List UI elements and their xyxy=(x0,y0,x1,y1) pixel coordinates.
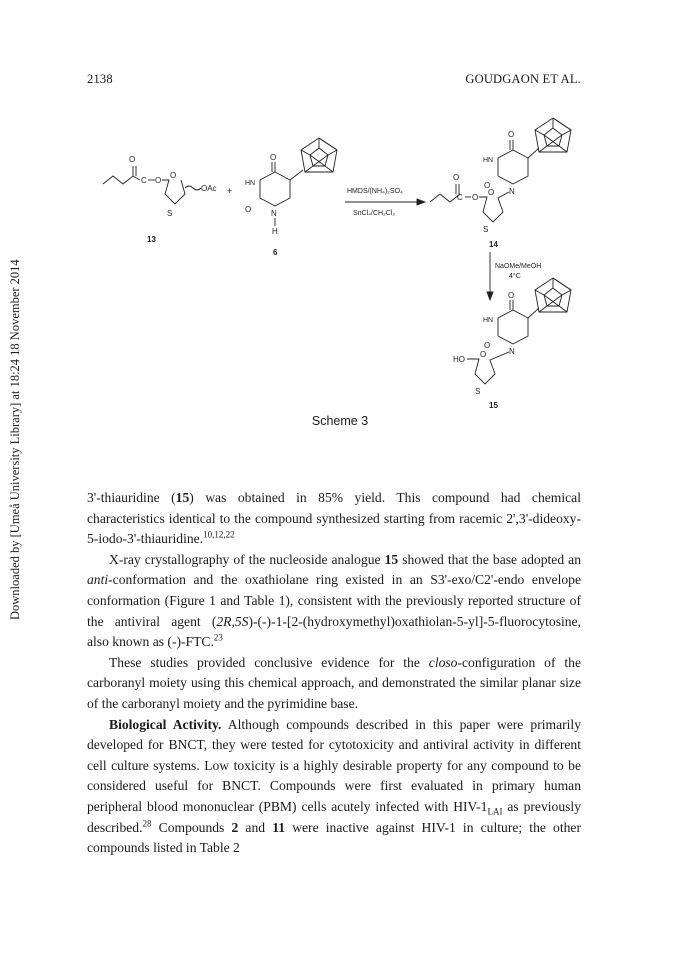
atom-label: C xyxy=(141,176,147,185)
text-run: X-ray crystallography of the nucleoside analogue xyxy=(109,551,385,567)
atom-label: O xyxy=(508,130,515,139)
compound-15-structure xyxy=(453,278,571,396)
atom-label: N xyxy=(509,187,515,196)
section-heading: Biological Activity. xyxy=(109,716,222,732)
atom-label: S xyxy=(475,387,481,396)
italic-term: closo xyxy=(428,654,458,670)
compound-label-14: 14 xyxy=(489,240,498,249)
text-run: showed that the base adopted an xyxy=(398,551,581,567)
reaction-scheme xyxy=(95,112,585,432)
compound-13-structure xyxy=(103,155,217,218)
text-run: as previously described. xyxy=(87,798,581,835)
page-number: 2138 xyxy=(87,72,113,86)
subscript: LAI xyxy=(487,806,503,817)
atom-label: O xyxy=(484,341,491,350)
text-run: ) was obtained in 85% yield. This compound had chemical characteristics identical to the compound synthesized starting from racemic 2',3'-dideoxy-5-iodo-3'-thiauridine. xyxy=(87,490,581,547)
atom-label: HN xyxy=(483,157,494,164)
text-run: and xyxy=(238,819,273,835)
atom-label: O xyxy=(480,350,487,359)
atom-label: HO xyxy=(453,355,465,364)
carborane-cage-15 xyxy=(535,278,571,312)
atom-label: OAc xyxy=(201,184,217,193)
compound-ref: 15 xyxy=(384,551,399,567)
paragraph-1 xyxy=(87,488,581,550)
text-run: )-(-)-1-[2-(hydroxymethyl)oxathiolan-5-yl]-5-fluorocytosine, also known as (-)-FTC. xyxy=(87,613,581,650)
text-run: Although compounds described in this paper were primarily developed for BNCT, they were tested for cytotoxicity and antiviral activity in different cell culture systems. Low toxicity is a highly desirable property for any compound to be considered useful for BNCT. Compounds were first evaluated in primary human peripheral blood mononuclear (PBM) cells acutely infected with HIV-1 xyxy=(87,716,581,814)
reagent-step2-b: 4°C xyxy=(509,273,521,280)
citation: 10,12,22 xyxy=(203,529,235,540)
compound-label-13: 13 xyxy=(147,235,156,244)
download-notice: Downloaded by [Umeå University Library] at 18:24 18 November 2014 xyxy=(8,259,22,620)
atom-label: C xyxy=(457,193,463,202)
plus-sign: + xyxy=(227,186,233,196)
atom-label: O xyxy=(170,171,177,180)
paragraph-4 xyxy=(87,715,581,859)
atom-label: H xyxy=(272,227,278,236)
text-run: -configuration of the carboranyl moiety using this chemical approach, and demonstrated the similar planar size of the carboranyl moiety and the pyrimidine base. xyxy=(87,654,581,711)
text-run: Compounds xyxy=(151,819,232,835)
citation: 28 xyxy=(142,817,152,828)
compound-ref: 15 xyxy=(175,490,190,505)
atom-label: O xyxy=(488,188,495,197)
running-head xyxy=(87,72,581,92)
compound-14-structure xyxy=(430,118,571,234)
reagent-step1-b: SnCl₄/CH₂Cl₂ xyxy=(353,210,396,217)
italic-term: 2R,5S xyxy=(216,613,249,629)
compound-label-15: 15 xyxy=(489,401,498,410)
text-run: 3'-thiauridine ( xyxy=(87,490,176,505)
atom-label: N xyxy=(271,209,277,218)
carborane-cage-6 xyxy=(301,138,337,172)
citation: 23 xyxy=(213,632,223,643)
compound-ref: 2 xyxy=(231,819,239,835)
reagent-step1-a: HMDS/(NH₄)₂SO₄ xyxy=(347,188,403,195)
italic-term: anti xyxy=(87,572,109,588)
atom-label: O xyxy=(245,205,252,214)
scheme-caption: Scheme 3 xyxy=(311,414,369,428)
text-run: -conformation and the oxathiolane ring existed in an S3'-exo/C2'-endo envelope conformation (Figure 1 and Table 1), consistent with the previously reported structure of the antiviral agent ( xyxy=(87,572,581,629)
download-sidebar xyxy=(8,259,28,640)
atom-label: O xyxy=(472,193,479,202)
compound-ref: 11 xyxy=(272,819,286,835)
atom-label: O xyxy=(270,153,277,162)
running-head-authors: GOUDGAON ET AL. xyxy=(465,72,581,86)
atom-label: S xyxy=(483,225,489,234)
compound-label-6: 6 xyxy=(273,248,278,257)
atom-label: O xyxy=(508,291,515,300)
compound-6-structure xyxy=(245,138,337,236)
text-run: These studies provided conclusive evidence for the xyxy=(109,654,429,670)
reagent-step2-a: NaOMe/MeOH xyxy=(495,263,542,270)
paragraph-3 xyxy=(87,653,581,715)
atom-label: O xyxy=(453,173,460,182)
atom-label: HN xyxy=(245,180,256,187)
text-run: were inactive against HIV-1 in culture; the other compounds listed in Table 2 xyxy=(87,819,581,856)
atom-label: S xyxy=(167,209,173,218)
atom-label: HN xyxy=(483,317,494,324)
atom-label: O xyxy=(155,176,162,185)
paragraph-2 xyxy=(87,550,581,653)
atom-label: N xyxy=(509,347,515,356)
scheme-drawing xyxy=(95,112,585,412)
atom-label: O xyxy=(484,181,491,190)
atom-label: O xyxy=(129,155,136,164)
carborane-cage-14 xyxy=(535,118,571,152)
body-text xyxy=(87,488,581,859)
